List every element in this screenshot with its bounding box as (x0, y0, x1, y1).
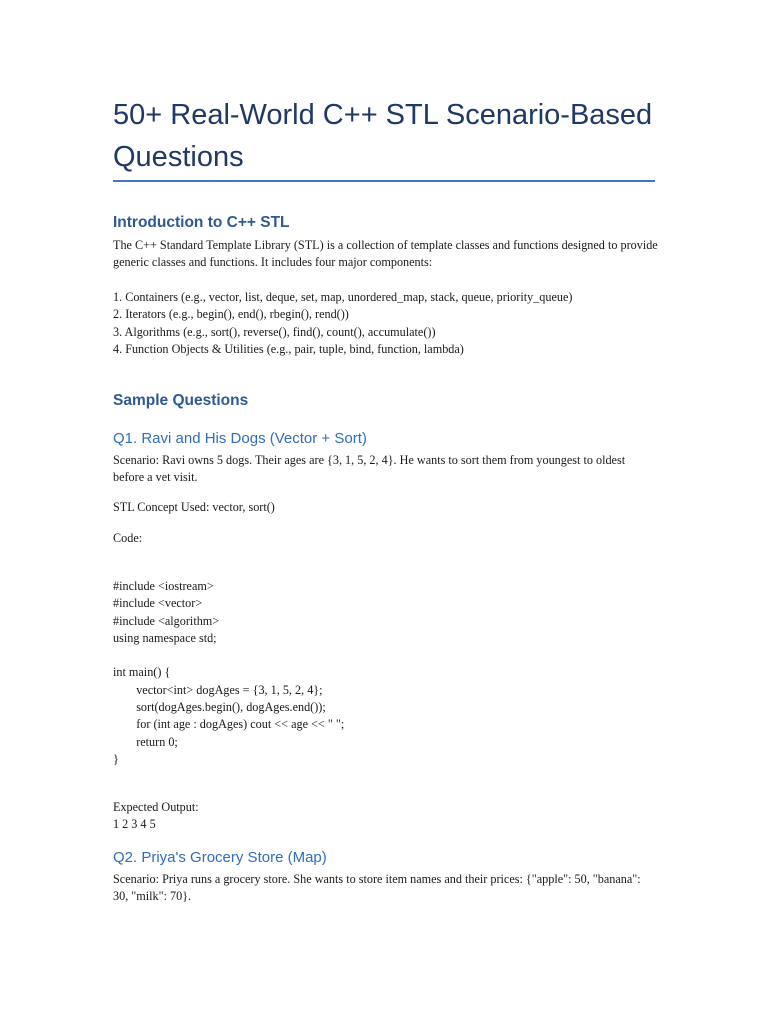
code-line: int main() { (113, 665, 171, 680)
intro-heading: Introduction to C++ STL (113, 214, 290, 231)
title-underline (113, 180, 655, 182)
intro-paragraph: The C++ Standard Template Library (STL) is a collection of template classes and functions designed to provide generic classes and functions. It includes four major components: (113, 238, 658, 270)
code-line: for (int age : dogAges) cout << age << " "; (124, 717, 345, 732)
code-line: using namespace std; (113, 630, 217, 645)
code-line: vector<int> dogAges = {3, 1, 5, 2, 4}; (124, 682, 323, 697)
q1-expected-output (113, 799, 658, 834)
list-item: 1. Containers (e.g., vector, list, deque, set, map, unordered_map, stack, queue, priority_queue) (113, 290, 573, 304)
document-title: 50+ Real-World C++ STL Scenario-Based Questions (113, 99, 653, 173)
code-line: #include <algorithm> (113, 613, 220, 628)
q1-scenario: Scenario: Ravi owns 5 dogs. Their ages are {3, 1, 5, 2, 4}. He wants to sort them from youngest to oldest before a vet visit. (113, 453, 626, 485)
output-label: Expected Output: (113, 800, 199, 814)
list-item: 2. Iterators (e.g., begin(), end(), rbegin(), rend()) (113, 307, 349, 322)
q2-heading: Q2. Priya's Grocery Store (Map) (113, 849, 327, 866)
list-item: 3. Algorithms (e.g., sort(), reverse(), find(), count(), accumulate()) (113, 324, 436, 339)
q1-code-label: Code: (113, 531, 143, 545)
code-line: #include <vector> (113, 596, 203, 611)
q1-concept: STL Concept Used: vector, sort() (113, 500, 275, 514)
output-value: 1 2 3 4 5 (113, 817, 156, 832)
code-line: } (113, 751, 119, 766)
code-line: #include <iostream> (113, 579, 214, 593)
q1-heading: Q1. Ravi and His Dogs (Vector + Sort) (113, 430, 367, 447)
code-line: sort(dogAges.begin(), dogAges.end()); (124, 700, 326, 715)
sample-questions-heading: Sample Questions (113, 392, 249, 409)
list-item: 4. Function Objects & Utilities (e.g., pair, tuple, bind, function, lambda) (113, 341, 464, 356)
q2-scenario: Scenario: Priya runs a grocery store. She wants to store item names and their prices: {"apple": 50, "banana": 30, "milk": 70}. (113, 872, 641, 904)
components-list (113, 289, 658, 358)
code-blank-line (113, 647, 658, 664)
code-line: return 0; (124, 734, 178, 749)
q1-code-block (113, 578, 658, 768)
